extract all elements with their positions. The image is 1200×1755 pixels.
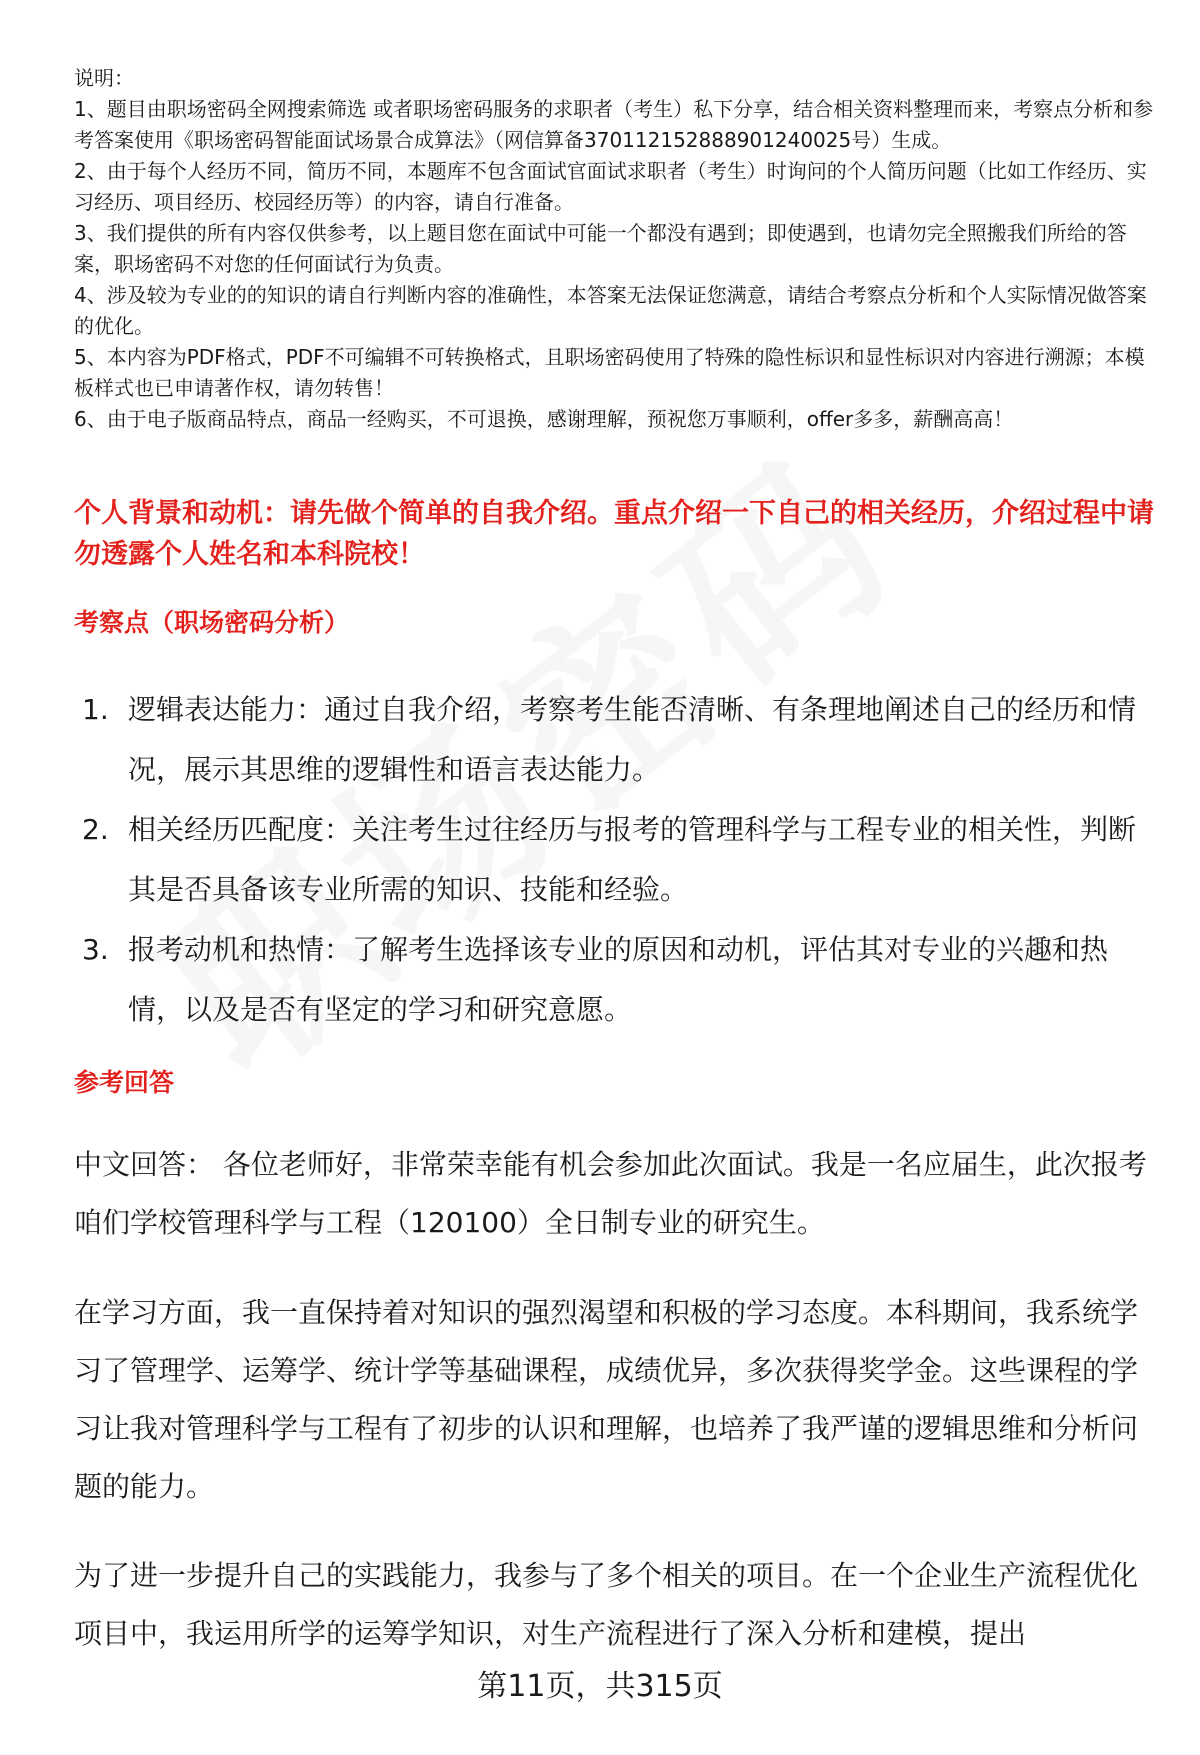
- note-item: 4、涉及较为专业的的知识的请自行判断内容的准确性，本答案无法保证您满意，请结合考察点分析和个人实际情况做答案的优化。: [74, 283, 1147, 338]
- point-number: 3.: [82, 933, 109, 966]
- notes-block: [74, 63, 1159, 435]
- analysis-title: 考察点（职场密码分析）: [74, 608, 350, 637]
- note-item: 1、题目由职场密码全网搜索筛选 或者职场密码服务的求职者（考生）私下分享，结合相关资料整理而来，考察点分析和参考答案使用《职场密码智能面试场景合成算法》（网信算备370112152888901240025号）生成。: [74, 97, 1154, 152]
- question-title: 个人背景和动机：请先做个简单的自我介绍。重点介绍一下自己的相关经历，介绍过程中请勿透露个人姓名和本科院校！: [74, 498, 1154, 570]
- analysis-point: [82, 920, 1162, 1040]
- notes-heading: 说明：: [74, 66, 134, 90]
- answer-title: 参考回答: [74, 1068, 175, 1097]
- answer-paragraph: 在学习方面，我一直保持着对知识的强烈渴望和积极的学习态度。本科期间，我系统学习了管理学、运筹学、统计学等基础课程，成绩优异，多次获得奖学金。这些课程的学习让我对管理科学与工程有了初步的认识和理解，也培养了我严谨的逻辑思维和分析问题的能力。: [74, 1296, 1139, 1503]
- analysis-points: [82, 680, 1162, 1040]
- point-number: 2.: [82, 813, 109, 846]
- page-footer: 第11页，共315页: [477, 1669, 723, 1704]
- analysis-point: [82, 680, 1162, 800]
- note-item: 6、由于电子版商品特点，商品一经购买，不可退换，感谢理解，预祝您万事顺利，offer多多，薪酬高高！: [74, 407, 1014, 431]
- answer-paragraph: 中文回答： 各位老师好，非常荣幸能有机会参加此次面试。我是一名应届生，此次报考咱们学校管理科学与工程（120100）全日制专业的研究生。: [74, 1148, 1147, 1239]
- note-item: 3、我们提供的所有内容仅供参考，以上题目您在面试中可能一个都没有遇到；即使遇到，也请勿完全照搬我们所给的答案，职场密码不对您的任何面试行为负责。: [74, 221, 1127, 276]
- note-item: 2、由于每个人经历不同，简历不同，本题库不包含面试官面试求职者（考生）时询问的个人简历问题（比如工作经历、实习经历、项目经历、校园经历等）的内容，请自行准备。: [74, 159, 1147, 214]
- point-text: 相关经历匹配度：关注考生过往经历与报考的管理科学与工程专业的相关性，判断其是否具备该专业所需的知识、技能和经验。: [128, 813, 1137, 906]
- point-text: 逻辑表达能力：通过自我介绍，考察考生能否清晰、有条理地阐述自己的经历和情况，展示其思维的逻辑性和语言表达能力。: [128, 693, 1137, 786]
- point-text: 报考动机和热情：了解考生选择该专业的原因和动机，评估其对专业的兴趣和热情，以及是否有坚定的学习和研究意愿。: [128, 933, 1109, 1026]
- analysis-point: [82, 800, 1162, 920]
- note-item: 5、本内容为PDF格式，PDF不可编辑不可转换格式，且职场密码使用了特殊的隐性标识和显性标识对内容进行溯源；本模板样式也已申请著作权，请勿转售！: [74, 345, 1145, 400]
- answer-paragraph: 为了进一步提升自己的实践能力，我参与了多个相关的项目。在一个企业生产流程优化项目中，我运用所学的运筹学知识，对生产流程进行了深入分析和建模，提出: [74, 1559, 1139, 1650]
- point-number: 1.: [82, 693, 109, 726]
